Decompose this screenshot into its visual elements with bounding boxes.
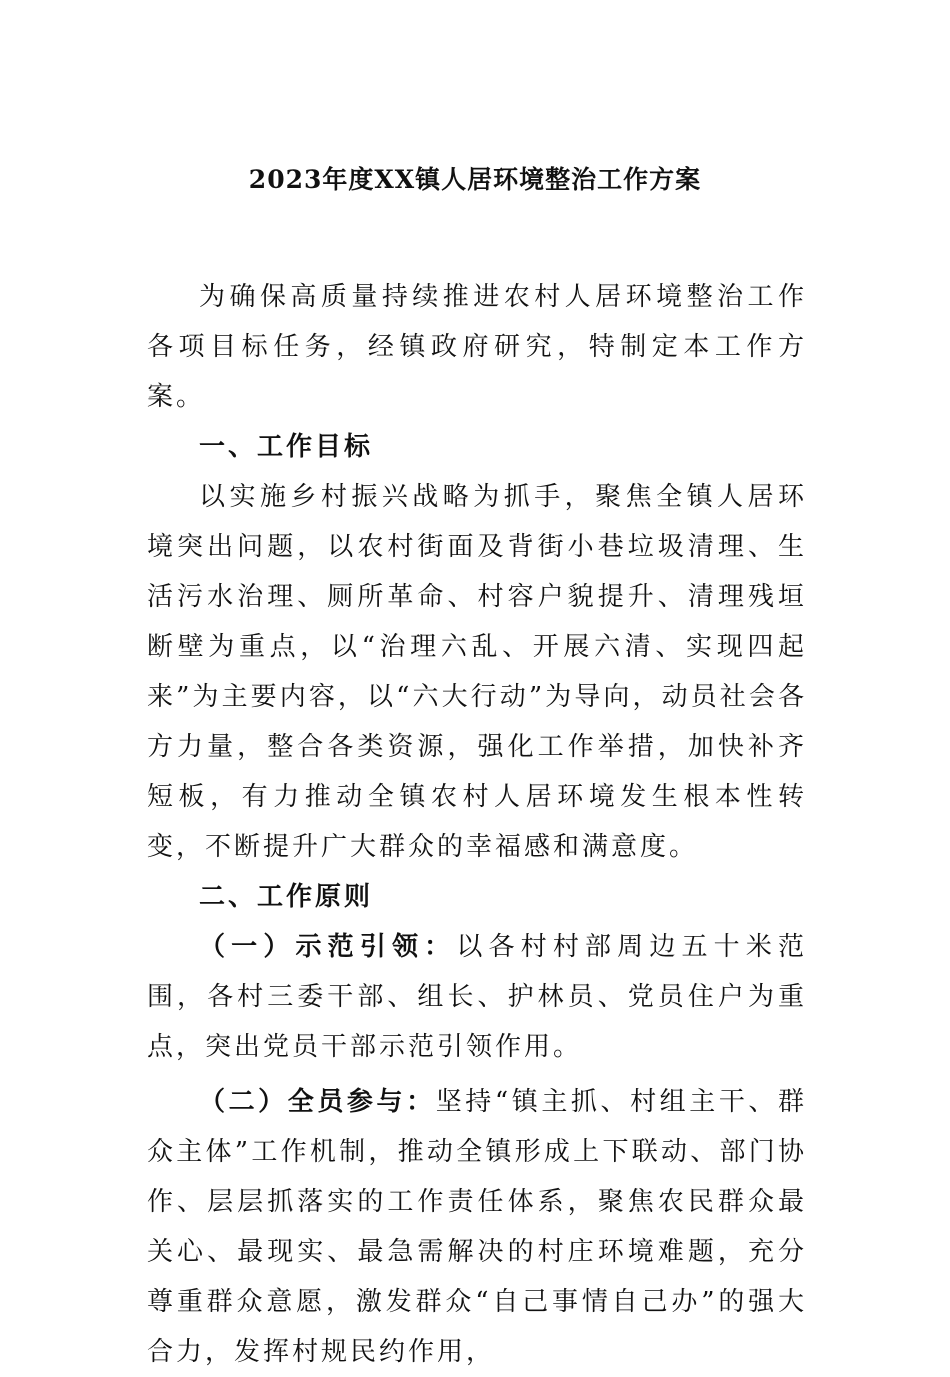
principle-lead: （一）示范引领： (199, 932, 457, 962)
intro-paragraph: 为确保高质量持续推进农村人居环境整治工作各项目标任务，经镇政府研究，特制定本工作方案。 (147, 282, 807, 412)
principle-text: 坚持“镇主抓、村组主干、群众主体”工作机制，推动全镇形成上下联动、部门协作、层层抓落实的工作责任体系，聚焦农民群众最关心、最现实、最急需解决的村庄环境难题，充分尊重群众意愿，激发群众“自己事情自己办”的强大合力，发挥村规民约作用， (147, 1087, 807, 1367)
goals-paragraph: 以实施乡村振兴战略为抓手，聚焦全镇人居环境突出问题，以农村街面及背街小巷垃圾清理、生活污水治理、厕所革命、村容户貌提升、清理残垣断壁为重点，以“治理六乱、开展六清、实现四起来”为主要内容，以“六大行动”为导向，动员社会各方力量，整合各类资源，强化工作举措，加快补齐短板，有力推动全镇农村人居环境发生根本性转变，不断提升广大群众的幸福感和满意度。 (147, 482, 807, 862)
principle-item-demonstration (147, 922, 807, 1072)
document-title: 2023年度XX镇人居环境整治工作方案 (248, 165, 702, 194)
section-heading-principles: 二、工作原则 (199, 882, 374, 912)
principle-item-participation (147, 1077, 807, 1377)
section-heading-goals: 一、工作目标 (199, 432, 374, 462)
principle-lead: （二）全员参与： (199, 1087, 436, 1117)
principle-text: 以各村村部周边五十米范围，各村三委干部、组长、护林员、党员住户为重点，突出党员干部示范引领作用。 (147, 932, 807, 1062)
document-body (147, 272, 807, 1377)
